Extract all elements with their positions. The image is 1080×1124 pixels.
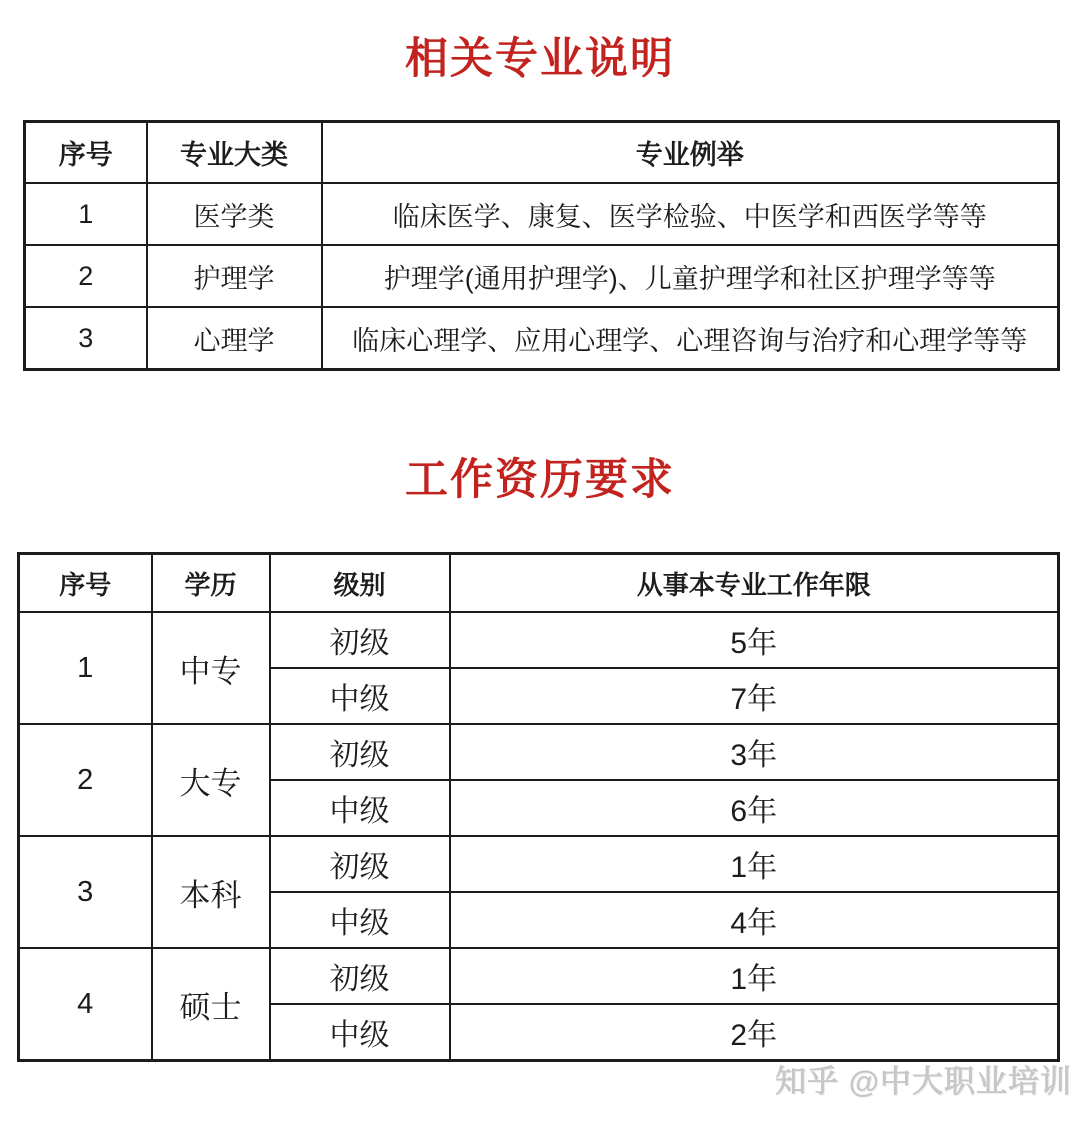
table-row xyxy=(19,948,1059,1004)
row-category: 护理学 xyxy=(147,245,322,307)
row-examples: 临床心理学、应用心理学、心理咨询与治疗和心理学等等 xyxy=(322,307,1059,370)
row-level: 中级 xyxy=(270,1004,450,1061)
related-majors-table xyxy=(23,120,1060,371)
row-level: 中级 xyxy=(270,668,450,724)
row-years: 3年 xyxy=(450,724,1059,780)
table-row xyxy=(25,307,1059,370)
row-years: 4年 xyxy=(450,892,1059,948)
row-level: 初级 xyxy=(270,724,450,780)
row-no: 2 xyxy=(19,724,152,836)
row-education: 本科 xyxy=(152,836,270,948)
work-experience-table xyxy=(17,552,1060,1062)
zhihu-watermark: 知乎 @中大职业培训 xyxy=(775,1064,1072,1099)
row-years: 1年 xyxy=(450,836,1059,892)
row-education: 中专 xyxy=(152,612,270,724)
row-no: 2 xyxy=(25,245,147,307)
table-row xyxy=(25,245,1059,307)
header-category: 专业大类 xyxy=(147,122,322,184)
row-years: 6年 xyxy=(450,780,1059,836)
row-no: 4 xyxy=(19,948,152,1061)
row-years: 5年 xyxy=(450,612,1059,668)
table-row xyxy=(19,836,1059,892)
row-category: 心理学 xyxy=(147,307,322,370)
row-years: 7年 xyxy=(450,668,1059,724)
row-category: 医学类 xyxy=(147,183,322,245)
table-header-row xyxy=(25,122,1059,184)
row-level: 初级 xyxy=(270,948,450,1004)
row-no: 3 xyxy=(19,836,152,948)
table-row xyxy=(19,724,1059,780)
row-no: 1 xyxy=(19,612,152,724)
row-education: 大专 xyxy=(152,724,270,836)
table-header-row xyxy=(19,554,1059,613)
section1-title: 相关专业说明 xyxy=(405,35,675,83)
row-level: 初级 xyxy=(270,612,450,668)
header-no: 序号 xyxy=(25,122,147,184)
section2-title: 工作资历要求 xyxy=(405,456,675,504)
table-row xyxy=(19,612,1059,668)
header-level: 级别 xyxy=(270,554,450,613)
row-level: 中级 xyxy=(270,780,450,836)
row-no: 1 xyxy=(25,183,147,245)
row-education: 硕士 xyxy=(152,948,270,1061)
row-examples: 护理学(通用护理学)、儿童护理学和社区护理学等等 xyxy=(322,245,1059,307)
row-years: 1年 xyxy=(450,948,1059,1004)
row-level: 中级 xyxy=(270,892,450,948)
header-years: 从事本专业工作年限 xyxy=(450,554,1059,613)
row-level: 初级 xyxy=(270,836,450,892)
table-row xyxy=(25,183,1059,245)
row-no: 3 xyxy=(25,307,147,370)
header-examples: 专业例举 xyxy=(322,122,1059,184)
header-no: 序号 xyxy=(19,554,152,613)
row-examples: 临床医学、康复、医学检验、中医学和西医学等等 xyxy=(322,183,1059,245)
header-education: 学历 xyxy=(152,554,270,613)
row-years: 2年 xyxy=(450,1004,1059,1061)
